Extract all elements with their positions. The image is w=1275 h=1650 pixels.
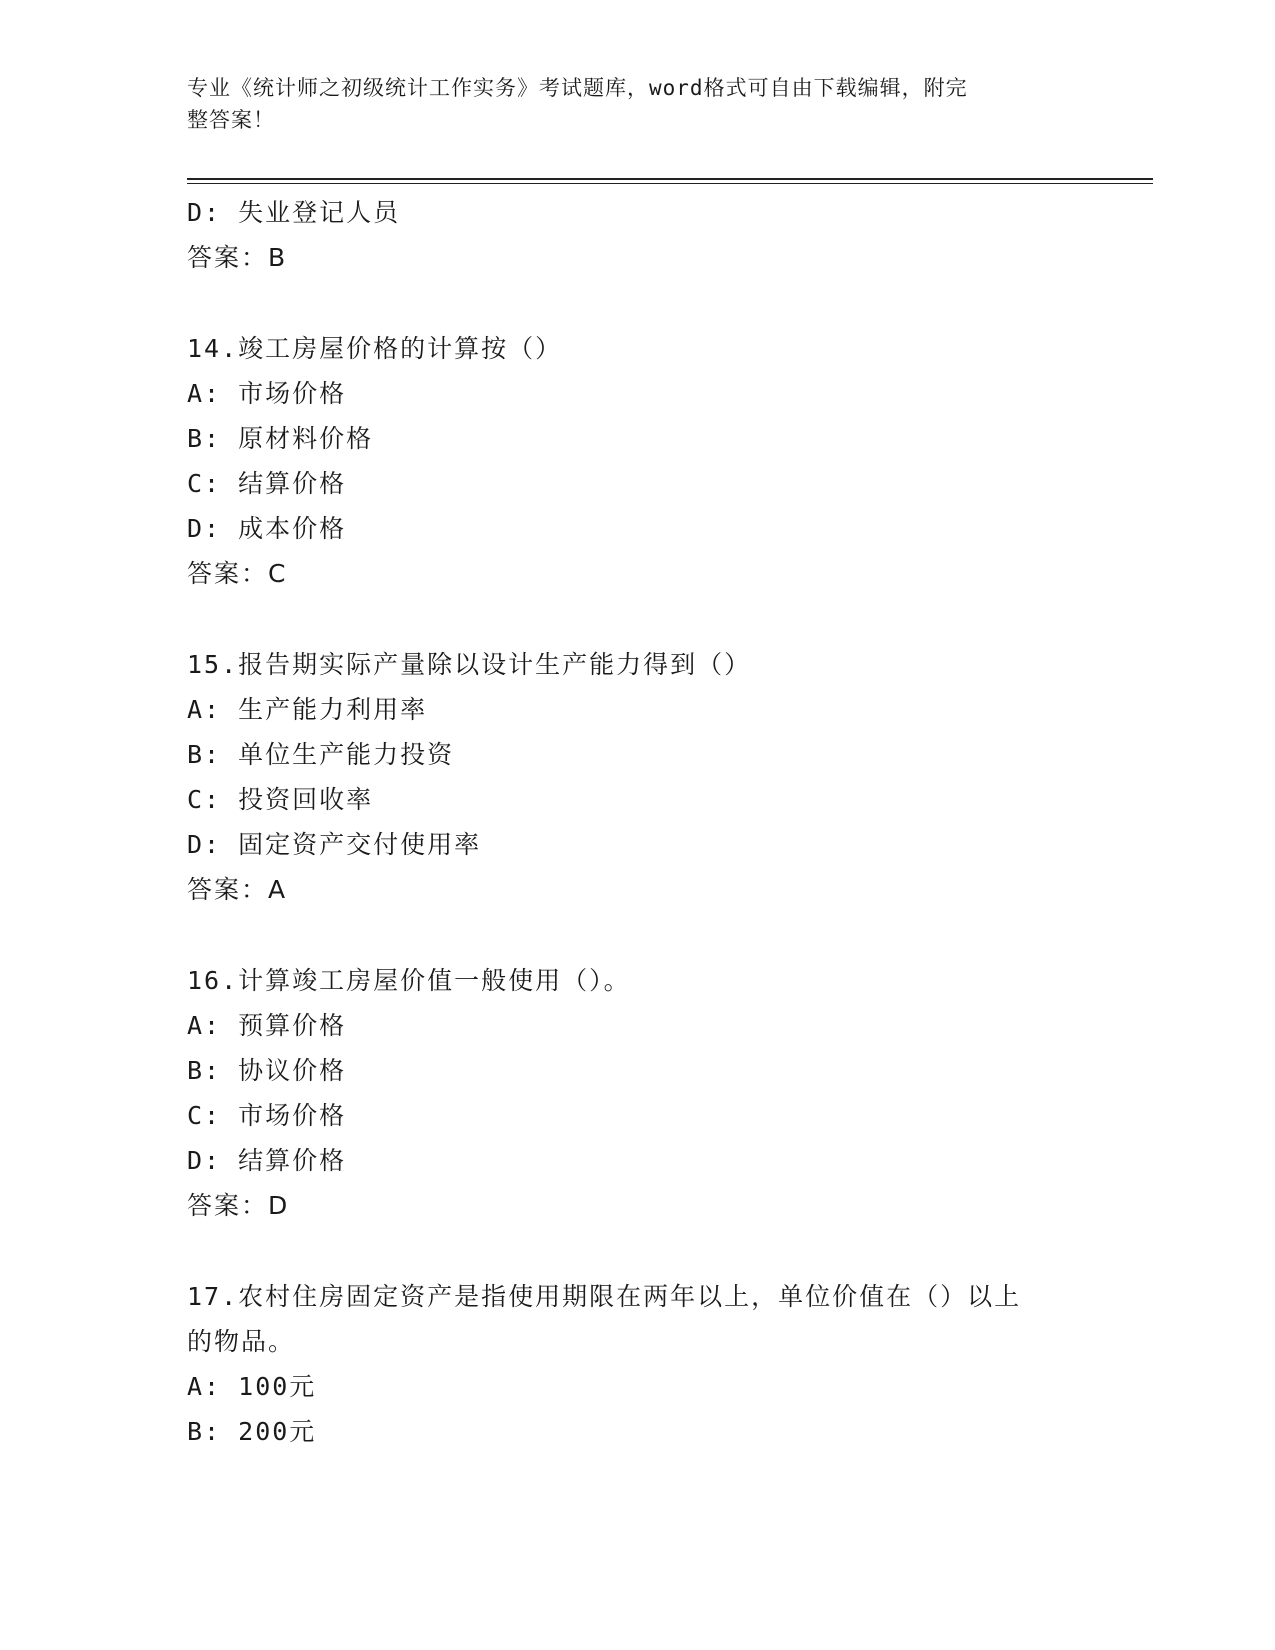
question-14 [187,326,1087,596]
header-divider [187,178,1153,180]
option-d: D: 固定资产交付使用率 [187,830,482,859]
option-b: B: 单位生产能力投资 [187,740,455,769]
question-text: 14.竣工房屋价格的计算按（） [187,334,563,363]
option-b: B: 协议价格 [187,1056,347,1085]
answer: 答案：A [187,875,288,904]
question-text: 15.报告期实际产量除以设计生产能力得到（） [187,650,752,679]
document-header [187,72,1067,136]
option-d: D: 成本价格 [187,514,347,543]
option-a: A: 100元 [187,1372,317,1401]
option-c: C: 结算价格 [187,469,347,498]
option-b: B: 200元 [187,1417,317,1446]
option-a: A: 生产能力利用率 [187,695,428,724]
header-divider-thin [187,183,1153,184]
option-b: B: 原材料价格 [187,424,374,453]
option-d: D: 失业登记人员 [187,198,401,227]
header-line-2: 整答案！ [187,108,275,132]
option-c: C: 投资回收率 [187,785,374,814]
header-line-1: 专业《统计师之初级统计工作实务》考试题库，word格式可自由下载编辑，附完 [187,76,968,100]
question-15 [187,642,1087,912]
option-a: A: 预算价格 [187,1011,347,1040]
question-16 [187,958,1087,1228]
answer: 答案：C [187,559,288,588]
question-text-line-2: 的物品。 [187,1327,296,1356]
question-text-line-1: 17.农村住房固定资产是指使用期限在两年以上，单位价值在（）以上 [187,1282,1022,1311]
answer: 答案：B [187,243,288,272]
option-a: A: 市场价格 [187,379,347,408]
option-c: C: 市场价格 [187,1101,347,1130]
answer: 答案：D [187,1191,290,1220]
question-17 [187,1274,1087,1454]
question-text: 16.计算竣工房屋价值一般使用（）。 [187,966,631,995]
option-d: D: 结算价格 [187,1146,347,1175]
question-list [187,190,1087,1454]
